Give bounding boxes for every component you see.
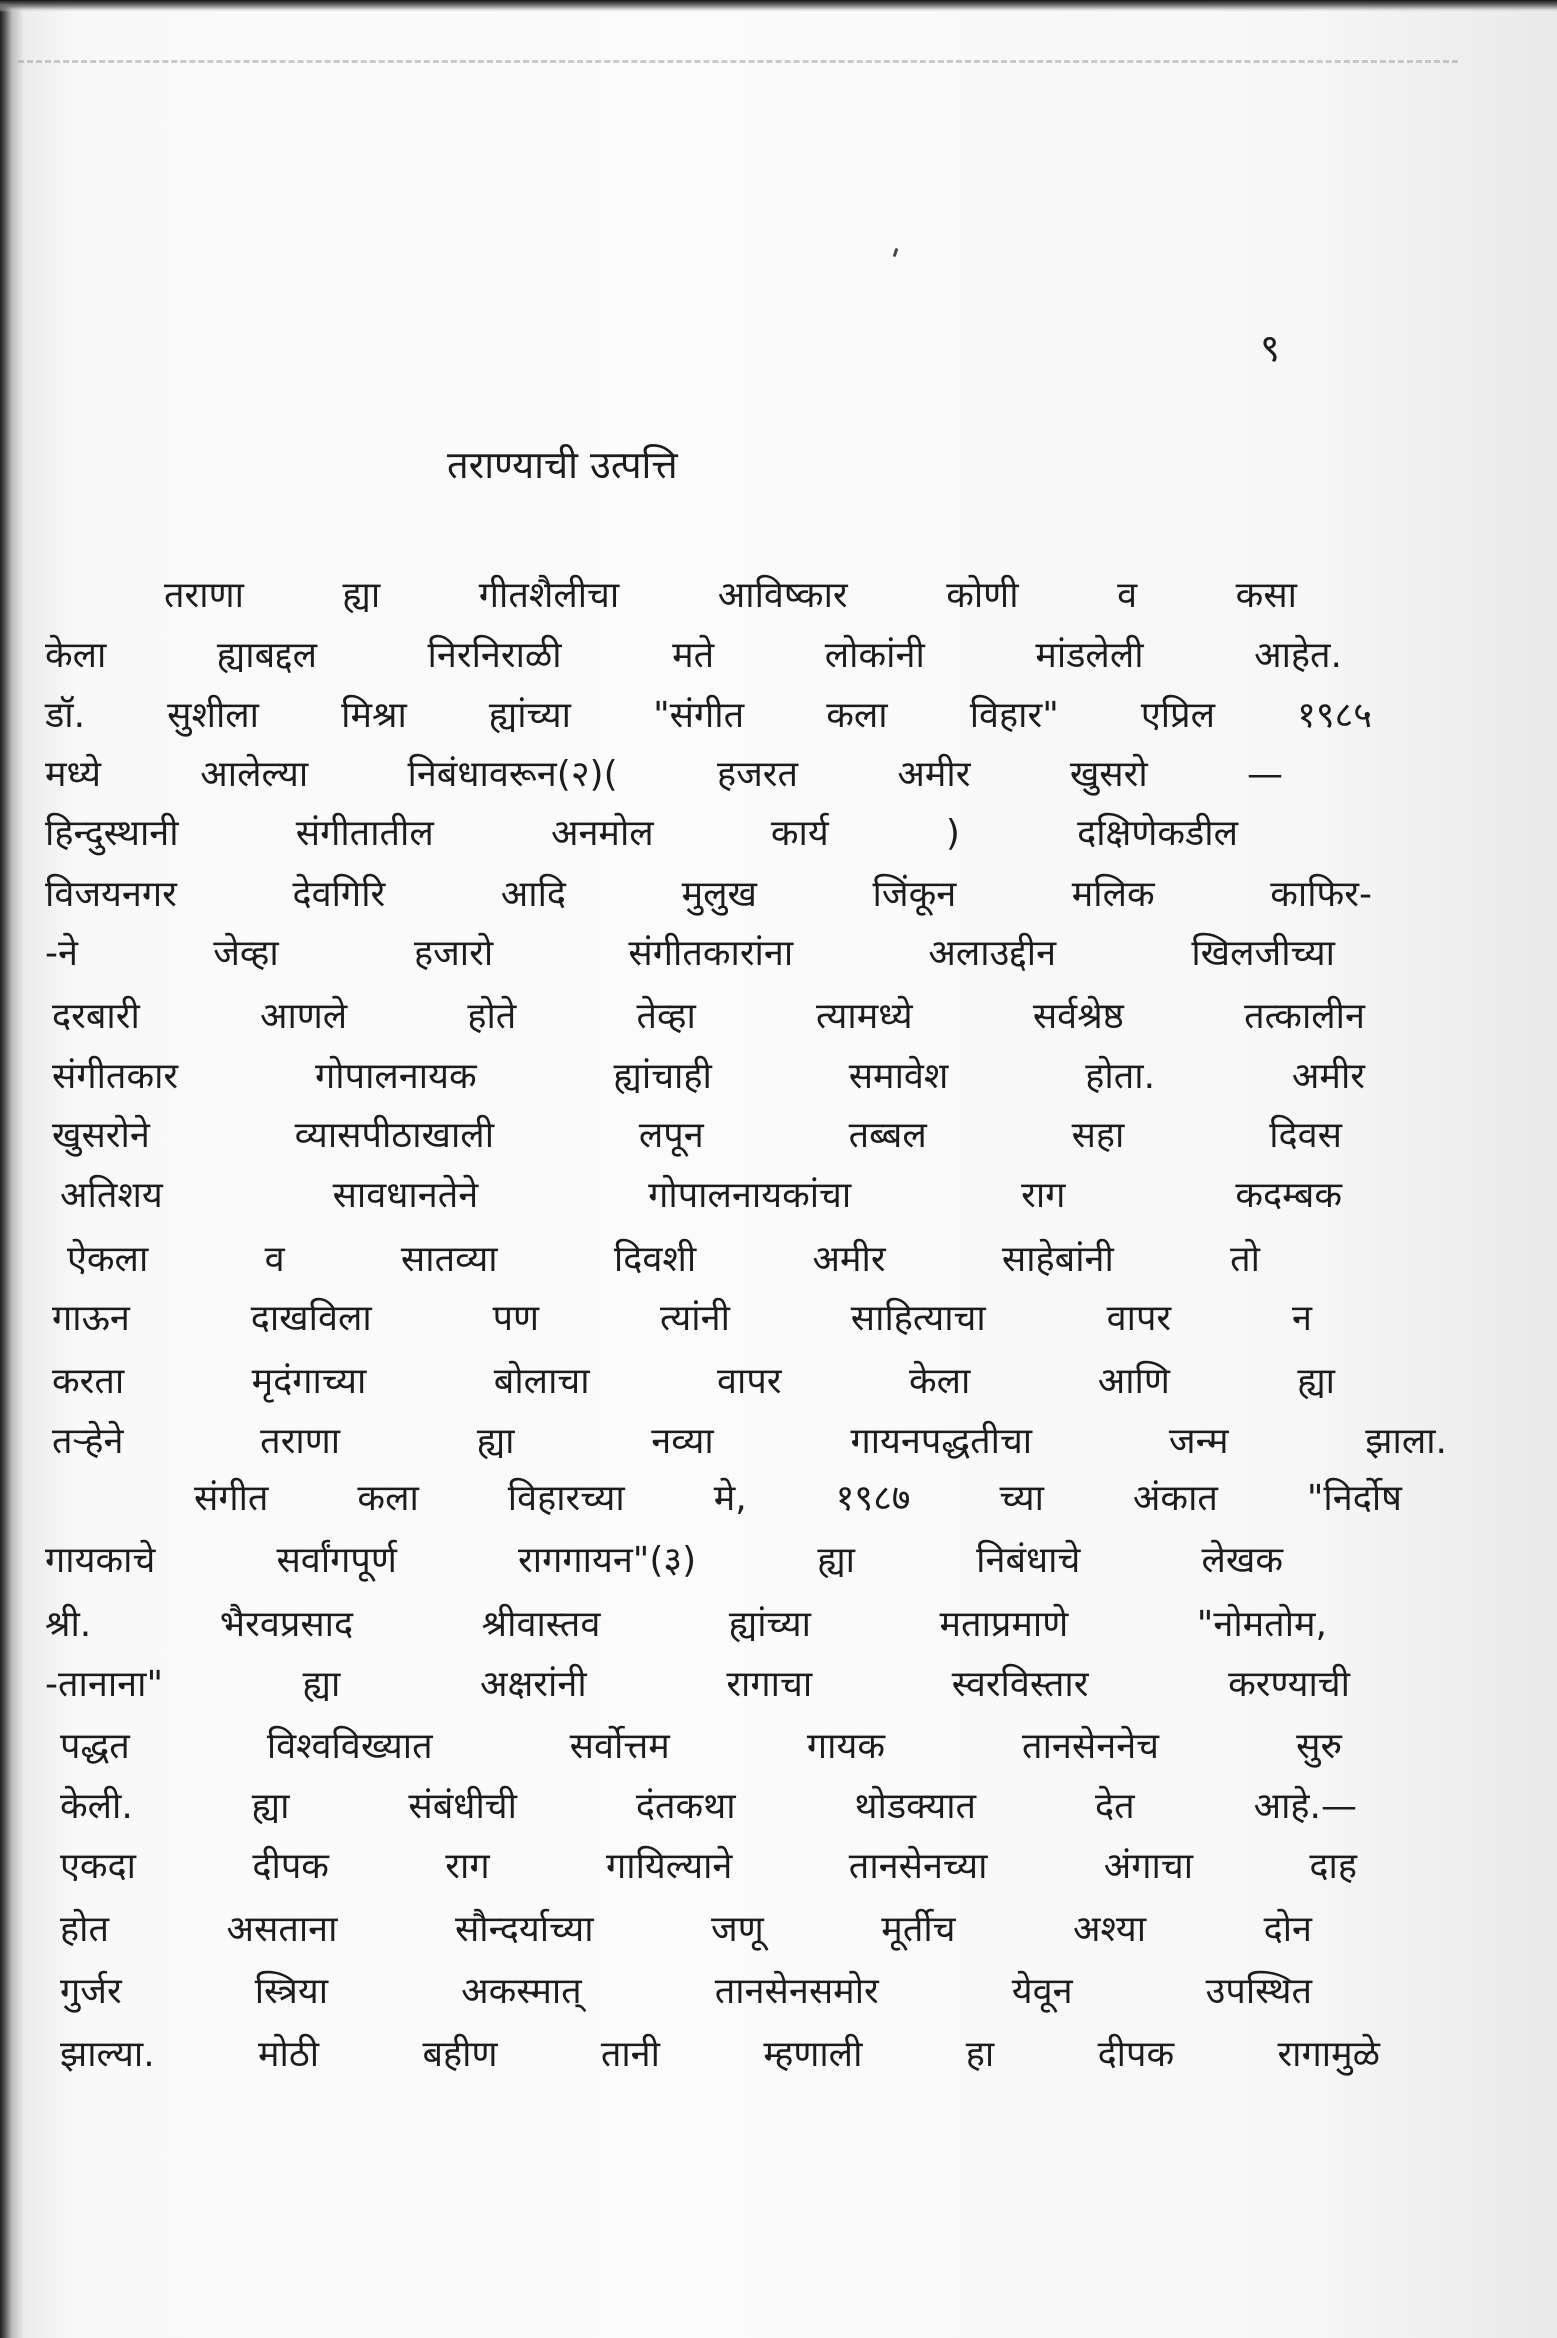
text-line: डॉ. सुशीला मिश्रा ह्यांच्या "संगीत कला विहार" एप्रिल १९८५ — [45, 695, 1372, 736]
text-line: तऱ्हेने तराणा ह्या नव्या गायनपद्धतीचा जन्म झाला. — [52, 1421, 1447, 1462]
text-line: अतिशय सावधानतेने गोपालनायकांचा राग कदम्बक — [60, 1175, 1342, 1216]
text-line: गाऊन दाखविला पण त्यांनी साहित्याचा वापर न — [52, 1298, 1312, 1339]
page-title: तराण्याची उत्पत्ति — [447, 443, 678, 487]
text-line: संगीतकार गोपालनायक ह्यांचाही समावेश होता. अमीर — [52, 1056, 1365, 1097]
text-line: गुर्जर स्त्रिया अकस्मात् तानसेनसमोर येवून उपस्थित — [60, 1971, 1312, 2012]
text-line: दरबारी आणले होते तेव्हा त्यामध्ये सर्वश्रेष्ठ तत्कालीन — [52, 996, 1365, 1037]
ink-mark — [893, 248, 899, 257]
scan-top-edge — [0, 0, 1557, 12]
text-line: होत असताना सौन्दर्याच्या जणू मूर्तीच अश्या दोन — [60, 1909, 1312, 1950]
page-number: ९ — [1260, 326, 1280, 370]
text-line: हिन्दुस्थानी संगीतातील अनमोल कार्य ) दक्षिणेकडील — [45, 813, 1238, 854]
text-line: -तानाना" ह्या अक्षरांनी रागाचा स्वरविस्तार करण्याची — [45, 1664, 1350, 1705]
text-line: गायकाचे सर्वांगपूर्ण रागगायन"(३) ह्या निबंधाचे लेखक — [45, 1540, 1283, 1581]
text-line: झाल्या. मोठी बहीण तानी म्हणाली हा दीपक रागामुळे — [60, 2034, 1380, 2075]
text-line: खुसरोने व्यासपीठाखाली लपून तब्बल सहा दिवस — [52, 1115, 1342, 1156]
text-line: करता मृदंगाच्या बोलाचा वापर केला आणि ह्या — [52, 1361, 1335, 1402]
text-line: विजयनगर देवगिरि आदि मुलुख जिंकून मलिक काफिर- — [45, 874, 1372, 915]
text-line: पद्धत विश्वविख्यात सर्वोत्तम गायक तानसेननेच सुरु — [60, 1726, 1342, 1767]
text-line: केला ह्याबद्दल निरनिराळी मते लोकांनी मांडलेली आहेत. — [45, 635, 1342, 676]
text-line: तराणा ह्या गीतशैलीचा आविष्कार कोणी व कसा — [164, 575, 1297, 616]
text-line: श्री. भैरवप्रसाद श्रीवास्तव ह्यांच्या मताप्रमाणे "नोमतोम, — [45, 1604, 1327, 1645]
text-line: संगीत कला विहारच्या मे, १९८७ च्या अंकात "निर्दोष — [194, 1478, 1402, 1519]
scan-edge-marks — [18, 60, 1458, 63]
text-line: केली. ह्या संबंधीची दंतकथा थोडक्यात देत आहे.— — [60, 1786, 1357, 1827]
text-line: मध्ये आलेल्या निबंधावरून(२)( हजरत अमीर खुसरो — — [45, 754, 1283, 795]
text-line: ऐकला व सातव्या दिवशी अमीर साहेबांनी तो — [67, 1239, 1260, 1280]
text-line: एकदा दीपक राग गायिल्याने तानसेनच्या अंगाचा दाह — [60, 1846, 1357, 1887]
text-line: -ने जेव्हा हजारो संगीतकारांना अलाउद्दीन खिलजीच्या — [45, 933, 1335, 974]
